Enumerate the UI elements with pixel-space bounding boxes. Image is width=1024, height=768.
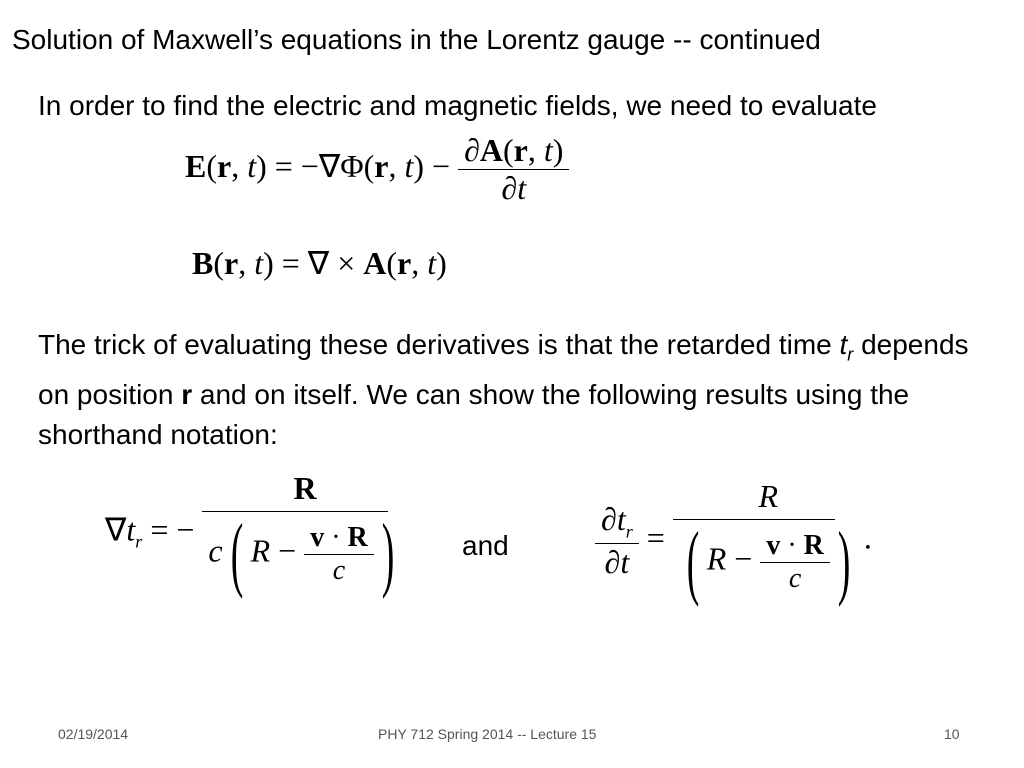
electric-field-equation: E(r, t) = −∇Φ(r, t) − $\frac{\partial A(r, t)}{\partial t}$ bbox=[185, 132, 569, 207]
dtr-dt-lhs-fraction: $\frac{\partial t_r}{\partial t}$ bbox=[595, 501, 639, 580]
grad-tr-equation: $\nabla t_r$ = − R c( R − $\frac{v \cdot R}{c}$ ) bbox=[105, 470, 408, 596]
dtr-dt-rhs-fraction: R ( R − $\frac{v \cdot R}{c}$ ) bbox=[673, 478, 864, 604]
grad-tr-fraction: R c( R − $\frac{v \cdot R}{c}$ ) bbox=[202, 470, 407, 596]
and-label: and bbox=[462, 530, 509, 561]
slide-title: Solution of Maxwell’s equations in the Lorentz gauge -- continued bbox=[12, 24, 821, 55]
footer-date: 02/19/2014 bbox=[58, 726, 129, 742]
dA-dt-fraction: $\frac{\partial A(r, t)}{\partial t}$ bbox=[458, 132, 569, 207]
dtr-dt-equation: $\frac{\partial t_r}{\partial t}$ = R ( R − $\frac{v \cdot R}{c}$ ) . bbox=[595, 478, 872, 604]
intro-text: In order to find the electric and magnetic fields, we need to evaluate bbox=[38, 90, 877, 121]
footer-course: PHY 712 Spring 2014 -- Lecture 15 bbox=[378, 726, 597, 742]
trick-text: The trick of evaluating these derivatives is that the retarded time $t_r$ depends on position r and on itself. We can show the following results using the shorthand notation: bbox=[38, 329, 969, 450]
magnetic-field-equation: B(r, t) = ∇ × A(r, t) bbox=[192, 245, 447, 281]
footer-page-number: 10 bbox=[944, 726, 960, 742]
